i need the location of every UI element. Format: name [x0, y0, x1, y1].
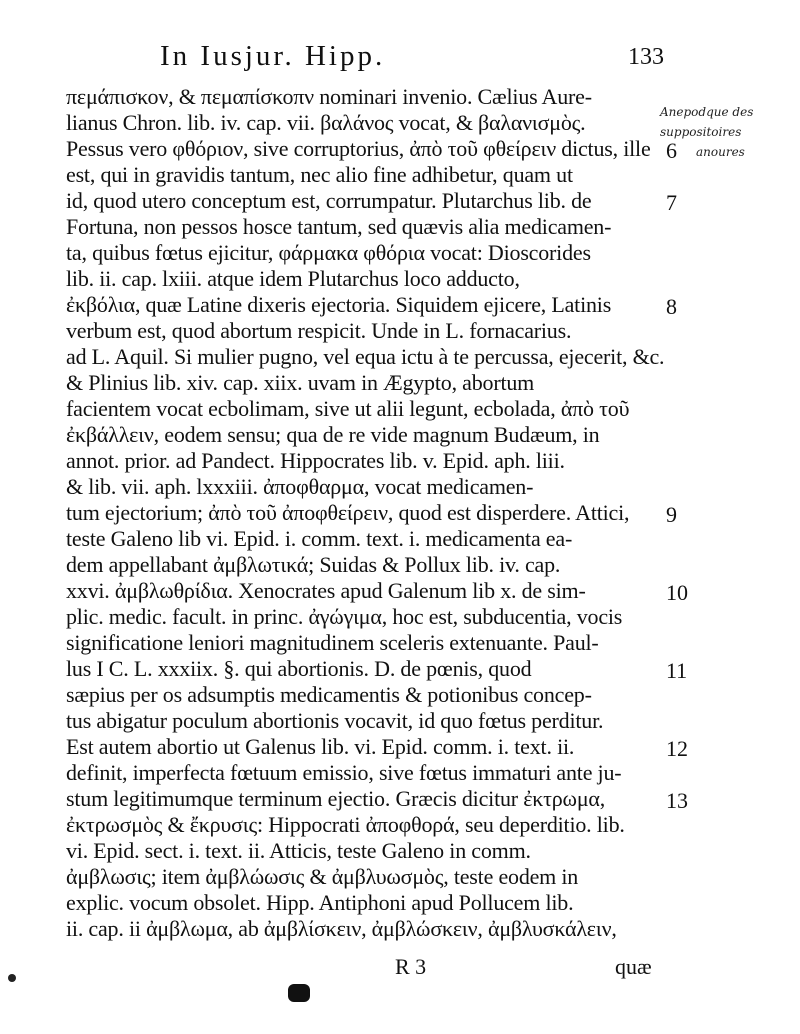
- text-line: explic. vocum obsolet. Hipp. Antiphoni apud Pollucem lib.: [66, 890, 574, 915]
- text-line: plic. medic. facult. in princ. ἀγώγιμα, hoc est, subducentia, vocis: [66, 604, 623, 629]
- margin-number: 7: [666, 190, 677, 215]
- text-line: vi. Epid. sect. i. text. ii. Atticis, teste Galeno in comm.: [66, 838, 531, 863]
- text-line: lianus Chron. lib. iv. cap. vii. βαλάνος vocat, & βαλανισμὸς.: [66, 110, 586, 135]
- text-line: Est autem abortio ut Galenus lib. vi. Epid. comm. i. text. ii.: [66, 734, 575, 759]
- body-text: [66, 84, 666, 942]
- margin-number: 9: [666, 502, 677, 527]
- text-line: significatione leniori magnitudinem sceleris extenuante. Paul-: [66, 630, 599, 655]
- margin-number: 8: [666, 294, 677, 319]
- text-line: xxvi. ἀμβλωθρίδια. Xenocrates apud Galenum lib x. de sim-: [66, 578, 586, 603]
- text-line: ta, quibus fœtus ejicitur, φάρμακα φθόρια vocat: Dioscorides: [66, 240, 591, 265]
- annotation-line: Anepodque des: [660, 105, 754, 119]
- page-footer: [0, 950, 800, 990]
- text-line: tum ejectorium; ἀπὸ τοῦ ἀποφθείρειν, quod est disperdere. Attici,: [66, 500, 630, 525]
- page-number: 133: [628, 44, 664, 70]
- text-line: verbum est, quod abortum respicit. Unde in L. fornacarius.: [66, 318, 572, 343]
- text-line: ἀμβλωσις; item ἀμβλώωσις & ἀμβλυωσμὸς, teste eodem in: [66, 864, 579, 889]
- text-line: Pessus vero φθόριον, sive corruptorius, ἀπὸ τοῦ φθείρειν dictus, ille: [66, 136, 651, 161]
- running-head: In Iusjur. Hipp.: [160, 40, 386, 72]
- ink-blot: [288, 984, 310, 1002]
- catchword: quæ: [615, 954, 652, 979]
- text-line: Fortuna, non pessos hosce tantum, sed quævis alia medicamen-: [66, 214, 612, 239]
- handwritten-annotation: [660, 102, 795, 162]
- text-line: & Plinius lib. xiv. cap. xiix. uvam in Ægypto, abortum: [66, 370, 535, 395]
- text-line: sæpius per os adsumptis medicamentis & potionibus concep-: [66, 682, 592, 707]
- edge-dot: [8, 974, 16, 982]
- text-line: ἐκβόλια, quæ Latine dixeris ejectoria. Siquidem ejicere, Latinis: [66, 292, 612, 317]
- text-line: lus I C. L. xxxiix. §. qui abortionis. D. de pœnis, quod: [66, 656, 532, 681]
- signature-mark: R 3: [395, 954, 427, 979]
- text-line: dem appellabant ἀμβλωτικά; Suidas & Pollux lib. iv. cap.: [66, 552, 561, 577]
- margin-number: 6: [666, 138, 677, 163]
- text-line: ad L. Aquil. Si mulier pugno, vel equa ictu à te percussa, ejecerit, &c.: [66, 344, 665, 369]
- text-line: est, qui in gravidis tantum, nec alio fine adhibetur, quam ut: [66, 162, 573, 187]
- text-line: facientem vocat ecbolimam, sive ut alii legunt, ecbolada, ἀπὸ τοῦ: [66, 396, 630, 421]
- text-line: teste Galeno lib vi. Epid. i. comm. text. i. medicamenta ea-: [66, 526, 573, 551]
- text-line: annot. prior. ad Pandect. Hippocrates lib. v. Epid. aph. liii.: [66, 448, 565, 473]
- annotation-line: anoures: [696, 145, 745, 159]
- margin-number: 12: [666, 736, 688, 761]
- text-line: definit, imperfecta fœtuum emissio, sive fœtus immaturi ante ju-: [66, 760, 622, 785]
- text-line: ἐκβάλλειν, eodem sensu; qua de re vide magnum Budæum, in: [66, 422, 600, 447]
- text-line: stum legitimumque terminum ejectio. Græcis dicitur ἐκτρωμα,: [66, 786, 606, 811]
- text-line: ii. cap. ii ἀμβλωμα, ab ἀμβλίσκειν, ἀμβλώσκειν, ἀμβλυσκάλειν,: [66, 916, 617, 941]
- text-line: πεμάπισκον, & πεμαπίσκοπν nominari invenio. Cælius Aure-: [66, 84, 592, 109]
- margin-number: 10: [666, 580, 688, 605]
- margin-number: 13: [666, 788, 688, 813]
- text-line: id, quod utero conceptum est, corrumpatur. Plutarchus lib. de: [66, 188, 592, 213]
- text-line: & lib. vii. aph. lxxxiii. ἀποφθαρμα, vocat medicamen-: [66, 474, 534, 499]
- annotation-line: suppositoires: [660, 125, 742, 139]
- text-line: tus abigatur poculum abortionis vocavit, id quo fœtus perditur.: [66, 708, 604, 733]
- page-header: [0, 40, 800, 80]
- text-line: ἐκτρωσμὸς & ἔκρυσις: Hippocrati ἀποφθορά, seu deperditio. lib.: [66, 812, 625, 837]
- margin-number: 11: [666, 658, 688, 683]
- text-line: lib. ii. cap. lxiii. atque idem Plutarchus loco adducto,: [66, 266, 520, 291]
